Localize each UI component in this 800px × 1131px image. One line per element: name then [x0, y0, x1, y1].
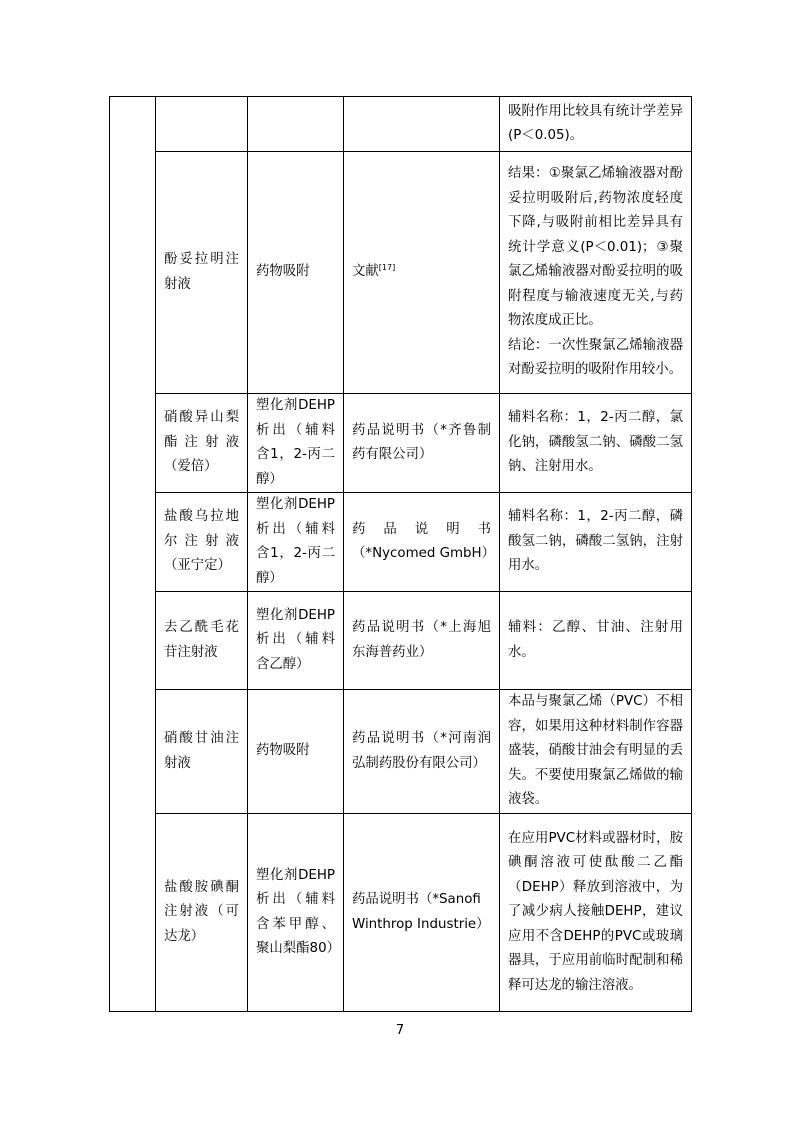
table-row	[110, 690, 692, 814]
table-row	[110, 592, 692, 690]
source-cell: 药品说明书（*Nycomed GmbH）	[344, 493, 500, 592]
table-row	[110, 493, 692, 592]
source-cell: 药品说明书（*Sanofi Winthrop Industrie）	[344, 814, 500, 1012]
table-row	[110, 152, 692, 394]
issue-cell: 塑化剂DEHP析出（辅料含1，2-丙二醇）	[248, 493, 344, 592]
detail-cell	[500, 814, 692, 1012]
category-cell	[110, 97, 156, 1012]
source-cell: 药品说明书（*河南润弘制药股份有限公司）	[344, 690, 500, 814]
detail-text: 辅料：乙醇、甘油、注射用水。	[508, 620, 683, 660]
drug-name-cell: 硝酸异山梨酯注射液（爱倍）	[156, 394, 248, 493]
issue-cell: 塑化剂DEHP析出（辅料含苯甲醇、聚山梨酯80）	[248, 814, 344, 1012]
issue-cell	[248, 97, 344, 152]
source-cell: 药品说明书（*齐鲁制药有限公司）	[344, 394, 500, 493]
drug-name-cell: 盐酸胺碘酮注射液（可达龙）	[156, 814, 248, 1012]
detail-text: 辅料名称：1，2-丙二醇，氯化钠，磷酸氢二钠、磷酸二氢钠、注射用水。	[508, 410, 683, 475]
issue-cell: 塑化剂DEHP析出（辅料含1，2-丙二醇）	[248, 394, 344, 493]
drug-name-cell: 硝酸甘油注射液	[156, 690, 248, 814]
drug-name-cell: 酚妥拉明注射液	[156, 152, 248, 394]
issue-cell: 塑化剂DEHP析出（辅料含乙醇）	[248, 592, 344, 690]
drug-name-cell: 去乙酰毛花苷注射液	[156, 592, 248, 690]
reference-marker: [17]	[378, 263, 396, 273]
detail-cell	[500, 394, 692, 493]
detail-text: 结果：①聚氯乙烯输液器对酚妥拉明吸附后,药物浓度轻度下降,与吸附前相比差异具有统计学意义(P＜0.01)；③聚氯乙烯输液器对酚妥拉明的吸附程度与输液速度无关,与药物浓度成正比。	[508, 166, 683, 329]
detail-cell	[500, 592, 692, 690]
detail-text: 辅料名称：1，2-丙二醇，磷酸氢二钠，磷酸二氢钠，注射用水。	[508, 509, 683, 574]
drug-compatibility-table	[109, 96, 692, 1012]
detail-text: 结论：一次性聚氯乙烯输液器对酚妥拉明的吸附作用较小。	[508, 337, 683, 378]
drug-name-cell	[156, 97, 248, 152]
detail-text: 在应用PVC材料或器材时，胺碘酮溶液可使酞酸二乙酯（DEHP）释放到溶液中，为了减少病人接触DEHP，建议应用不含DEHP的PVC或玻璃器具，于应用前临时配制和稀释可达龙的输注溶液。	[508, 830, 683, 993]
detail-cell	[500, 152, 692, 394]
source-cell	[344, 97, 500, 152]
source-cell	[344, 152, 500, 394]
table-row	[110, 394, 692, 493]
table-row	[110, 97, 692, 152]
detail-text: 本品与聚氯乙烯（PVC）不相容，如果用这种材料制作容器盛装，硝酸甘油会有明显的丢失。不要使用聚氯乙烯做的输液袋。	[508, 694, 683, 808]
issue-cell: 药物吸附	[248, 690, 344, 814]
detail-cell	[500, 493, 692, 592]
table-row	[110, 814, 692, 1012]
detail-cell	[500, 690, 692, 814]
detail-cell	[500, 97, 692, 152]
drug-name-cell: 盐酸乌拉地尔注射液（亚宁定）	[156, 493, 248, 592]
source-cell: 药品说明书（*上海旭东海普药业）	[344, 592, 500, 690]
source-text: 文献	[352, 264, 379, 280]
detail-text: 吸附作用比较具有统计学差异(P＜0.05)。	[508, 103, 683, 143]
page-number: 7	[395, 1023, 405, 1038]
issue-cell: 药物吸附	[248, 152, 344, 394]
